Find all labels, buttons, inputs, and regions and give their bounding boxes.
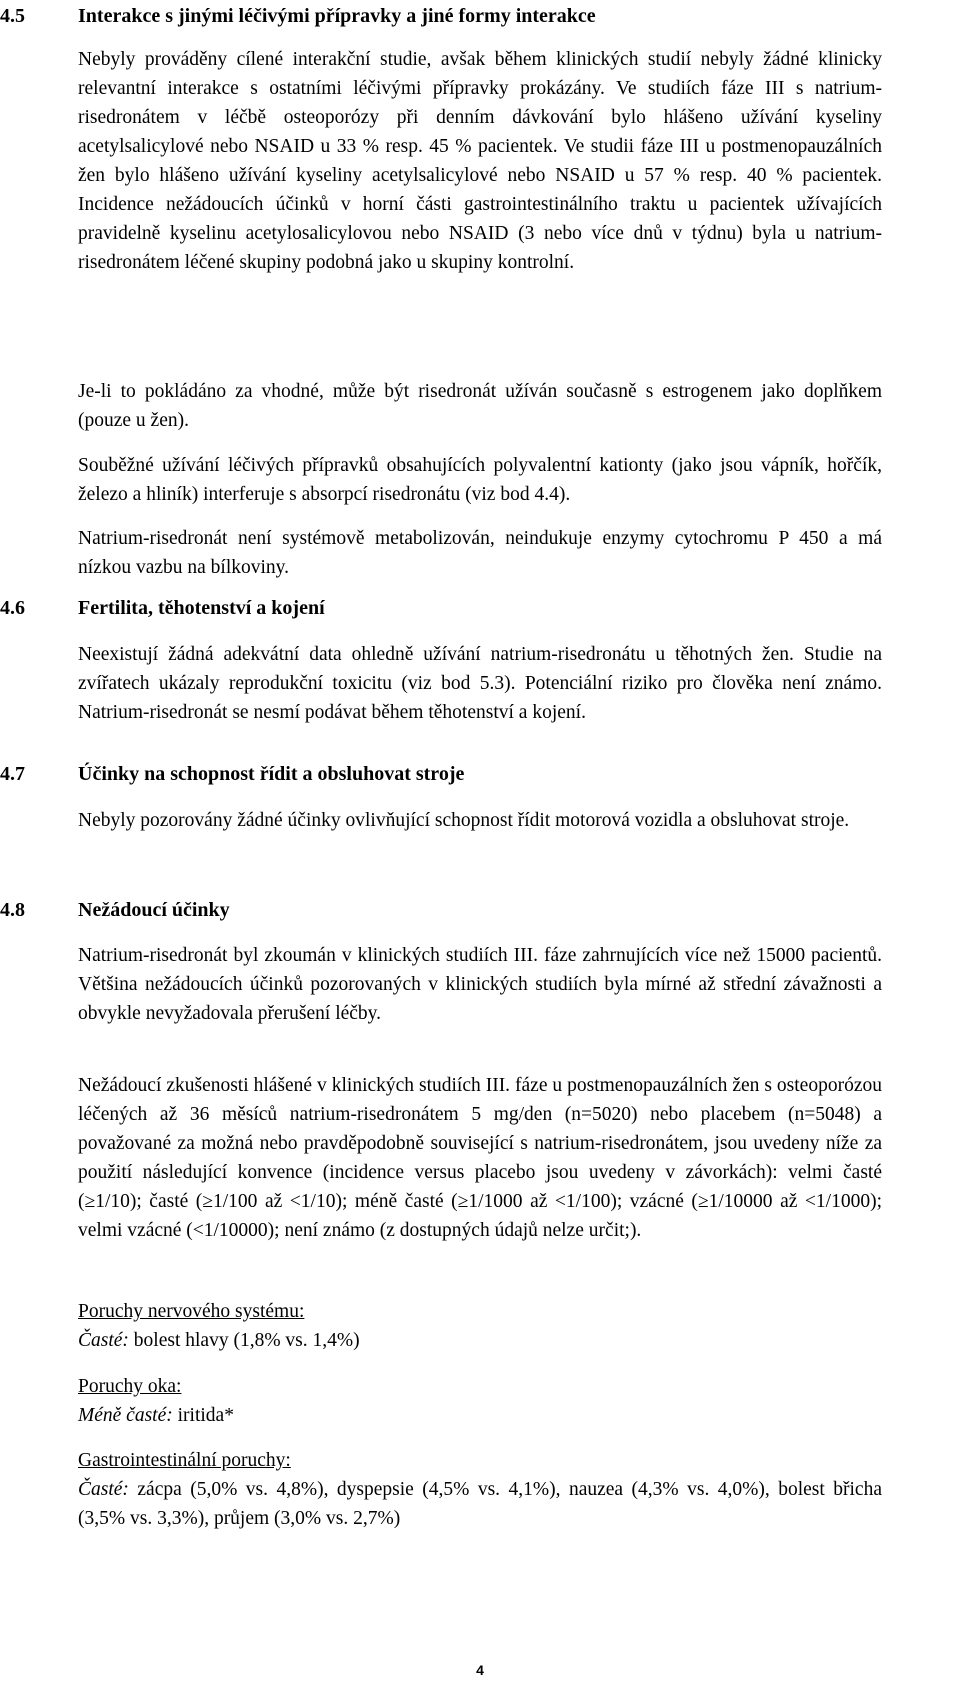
ae-frequency: Méně časté: bbox=[78, 1405, 173, 1426]
paragraph-4-5-4: Natrium-risedronát není systémově metabolizován, neindukuje enzymy cytochromu P 450 a má nízkou vazbu na bílkoviny. bbox=[78, 528, 882, 578]
section-title: Účinky na schopnost řídit a obsluhovat stroje bbox=[78, 763, 465, 785]
section-title: Interakce s jinými léčivými přípravky a jiné formy interakce bbox=[78, 5, 596, 27]
ae-text: bolest hlavy (1,8% vs. 1,4%) bbox=[128, 1330, 360, 1351]
paragraph-4-5-3: Souběžné užívání léčivých přípravků obsahujících polyvalentní kationty (jako jsou vápník, hořčík, železo a hliník) interferuje s absorpcí risedronátu (viz bod 4.4). bbox=[78, 455, 882, 505]
ae-frequency: Časté: bbox=[78, 1330, 129, 1351]
ae-group-heading: Poruchy nervového systému: bbox=[78, 1301, 305, 1322]
ae-group-nervous bbox=[78, 1297, 882, 1355]
section-title: Fertilita, těhotenství a kojení bbox=[78, 597, 325, 619]
section-number: 4.7 bbox=[0, 763, 25, 785]
ae-group-heading: Poruchy oka: bbox=[78, 1376, 182, 1397]
paragraph-4-5-2: Je-li to pokládáno za vhodné, může být risedronát užíván současně s estrogenem jako doplňkem (pouze u žen). bbox=[78, 381, 882, 431]
paragraph-4-8-1: Natrium-risedronát byl zkoumán v klinických studiích III. fáze zahrnujících více než 15000 pacientů. Většina nežádoucích účinků pozorovaných v klinických studiích byla mírné až střední závažnosti a obvykle nevyžadovala přerušení léčby. bbox=[78, 945, 882, 1024]
ae-group-gi bbox=[78, 1446, 882, 1533]
ae-text: iritida* bbox=[172, 1405, 234, 1426]
section-number: 4.8 bbox=[0, 899, 25, 921]
ae-text: zácpa (5,0% vs. 4,8%), dyspepsie (4,5% vs. 4,1%), nauzea (4,3% vs. 4,0%), bolest břicha (3,5% vs. 3,3%), průjem (3,0% vs. 2,7%) bbox=[78, 1479, 882, 1529]
ae-group-eye bbox=[78, 1372, 882, 1430]
section-number: 4.6 bbox=[0, 597, 25, 619]
ae-frequency: Časté: bbox=[78, 1479, 129, 1500]
paragraph-4-7-1: Nebyly pozorovány žádné účinky ovlivňující schopnost řídit motorová vozidla a obsluhovat stroje. bbox=[78, 810, 850, 831]
section-title: Nežádoucí účinky bbox=[78, 899, 230, 921]
paragraph-4-8-2: Nežádoucí zkušenosti hlášené v klinických studiích III. fáze u postmenopauzálních žen s osteoporózou léčených až 36 měsíců natrium-risedronátem 5 mg/den (n=5020) nebo placebem (n=5048) a považované za možná nebo pravděpodobně související s natrium-risedronátem, jsou uvedeny níže za použití následující konvence (incidence versus placebo jsou uvedeny v závorkách): velmi časté (≥1/10); časté (≥1/100 až <1/10); méně časté (≥1/1000 až <1/100); vzácné (≥1/10000 až <1/1000); velmi vzácné (<1/10000); není známo (z dostupných údajů nelze určit;). bbox=[78, 1075, 882, 1241]
paragraph-4-5-1: Nebyly prováděny cílené interakční studie, avšak během klinických studií nebyly žádné klinicky relevantní interakce s ostatními léčivými přípravky prokázány. Ve studiích fáze III s natrium-risedronátem v léčbě osteoporózy při denním dávkování bylo hlášeno užívání kyseliny acetylsalicylové nebo NSAID u 33 % resp. 45 % pacientek. Ve studii fáze III u postmenopauzálních žen bylo hlášeno užívání kyseliny acetylsalicylové nebo NSAID u 57 % resp. 40 % pacientek. Incidence nežádoucích účinků v horní části gastrointestinálního traktu u pacientek užívajících pravidelně kyselinu acetylosalicylovou nebo NSAID (3 nebo více dnů v týdnu) byla u natrium-risedronátem léčené skupiny podobná jako u skupiny kontrolní. bbox=[78, 49, 882, 273]
page-number: 4 bbox=[476, 1662, 484, 1678]
section-number: 4.5 bbox=[0, 5, 25, 27]
ae-group-heading: Gastrointestinální poruchy: bbox=[78, 1450, 291, 1471]
paragraph-4-6-1: Neexistují žádná adekvátní data ohledně užívání natrium-risedronátu u těhotných žen. Studie na zvířatech ukázaly reprodukční toxicitu (viz bod 5.3). Potenciální riziko pro člověka není známo. Natrium-risedronát se nesmí podávat během těhotenství a kojení. bbox=[78, 644, 882, 723]
